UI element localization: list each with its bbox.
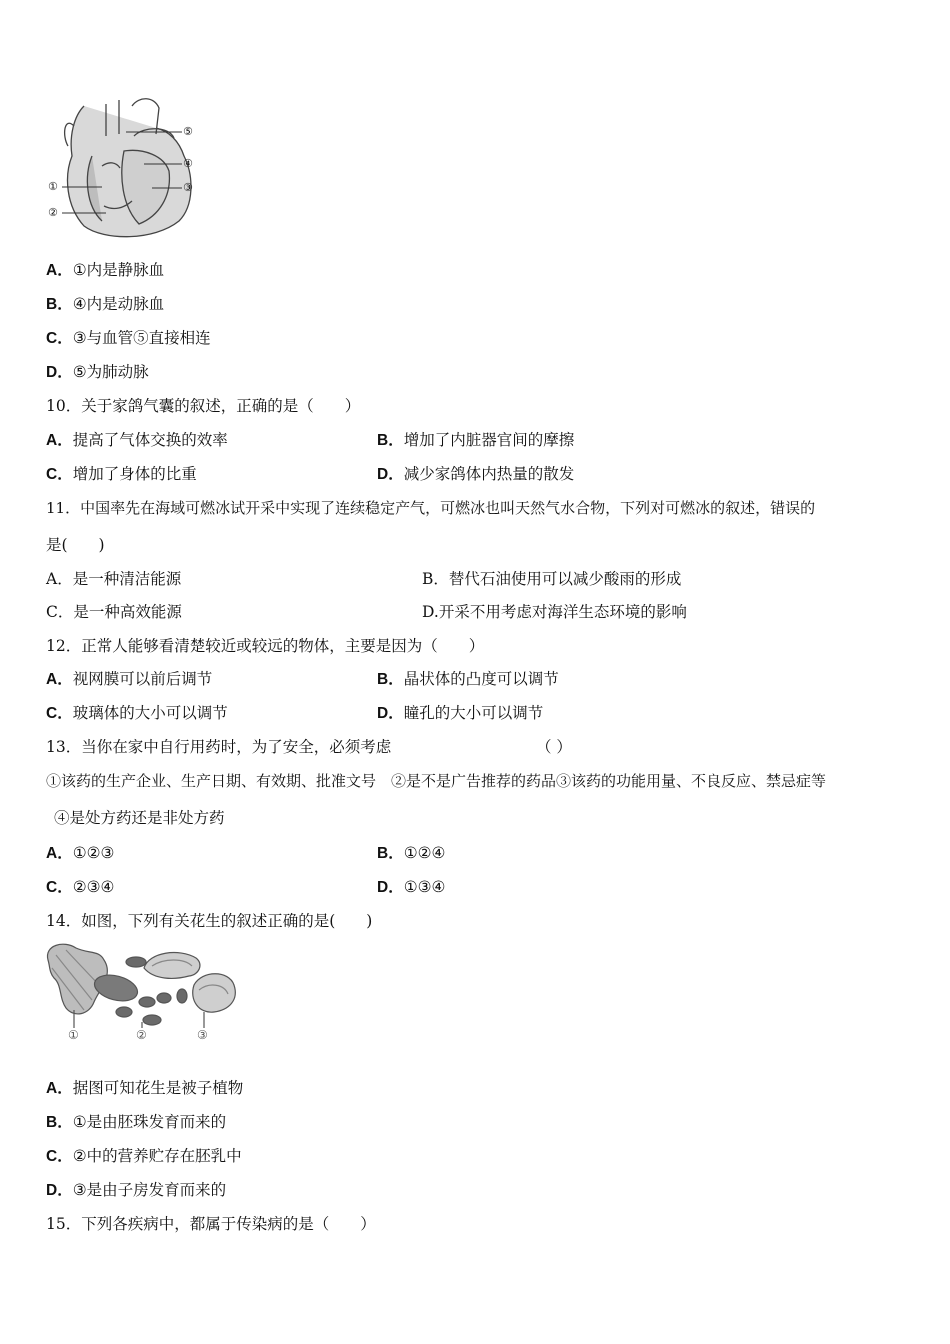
option-text: 瞳孔的大小可以调节: [403, 704, 544, 722]
option-letter: C．: [46, 603, 74, 621]
option-text: 开采不用考虑对海洋生态环境的影响: [438, 603, 687, 621]
option-text: 玻璃体的大小可以调节: [72, 704, 228, 722]
option-letter: C．: [46, 466, 73, 483]
option-text: 晶状体的凸度可以调节: [403, 670, 559, 688]
option-letter: C．: [46, 705, 73, 722]
option-text: 是一种清洁能源: [72, 570, 182, 588]
heart-figure: [44, 96, 204, 244]
q13-choices-line-2: ④是处方药还是非处方药: [54, 809, 225, 827]
option-letter: B．: [422, 570, 449, 588]
heart-diagram: [44, 96, 204, 244]
q10-stem: 10．关于家鸽气囊的叙述，正确的是（ ）: [46, 397, 361, 415]
q15-stem: 15．下列各疾病中，都属于传染病的是（ ）: [46, 1215, 376, 1233]
option-text: 替代石油使用可以减少酸雨的形成: [448, 570, 682, 588]
q14-option-a: [46, 1078, 243, 1099]
option-letter: B．: [377, 432, 404, 449]
option-text: ①②④: [403, 844, 446, 862]
peanut-label-1: ①: [68, 1028, 79, 1042]
option-letter: D．: [46, 1182, 73, 1199]
option-text: 增加了身体的比重: [72, 465, 197, 483]
option-letter: B．: [377, 845, 404, 862]
option-text: ①③④: [403, 878, 446, 896]
q13-stem: 13．当你在家中自行用药时，为了安全，必须考虑: [46, 738, 392, 756]
q12-stem: 12．正常人能够看清楚较近或较远的物体，主要是因为（ ）: [46, 637, 485, 655]
option-letter: A．: [46, 1080, 73, 1097]
q12-option-d: [377, 703, 543, 724]
option-text: ⑤为肺动脉: [72, 363, 149, 381]
peanut-label-2: ②: [136, 1028, 147, 1042]
q9-option-c: [46, 328, 211, 349]
option-letter: D．: [377, 705, 404, 722]
q13-option-d: [377, 877, 445, 898]
q11-stem-line1: 11．中国率先在海域可燃冰试开采中实现了连续稳定产气，可燃冰也叫天然气水合物，下列对可燃冰的叙述，错误的: [46, 499, 816, 517]
q10-option-a: [46, 430, 228, 451]
option-text: ①是由胚珠发育而来的: [72, 1113, 227, 1131]
heart-callout-1: ①: [48, 180, 58, 193]
option-letter: A．: [46, 570, 73, 588]
heart-callout-4: ④: [183, 157, 193, 170]
option-letter: B．: [377, 671, 404, 688]
q12-option-c: [46, 703, 228, 724]
option-letter: D．: [377, 466, 404, 483]
q11-option-b: [422, 569, 681, 589]
q12-option-a: [46, 669, 212, 690]
q9-option-b: [46, 294, 164, 315]
option-letter: A．: [46, 845, 73, 862]
option-text: ①②③: [72, 844, 115, 862]
option-letter: D．: [46, 364, 73, 381]
option-text: 提高了气体交换的效率: [72, 431, 228, 449]
q11-stem-line2: 是( ): [46, 536, 105, 554]
q13-option-c: [46, 877, 114, 898]
q11-option-c: [46, 602, 182, 622]
peanut-figure: [44, 940, 239, 1048]
option-text: 增加了内脏器官间的摩擦: [403, 431, 575, 449]
option-text: 减少家鸽体内热量的散发: [403, 465, 575, 483]
option-letter: B．: [46, 1114, 73, 1131]
q12-option-b: [377, 669, 559, 690]
option-text: ②中的营养贮存在胚乳中: [72, 1147, 242, 1165]
peanut-label-3: ③: [197, 1028, 208, 1042]
q10-option-c: [46, 464, 197, 485]
q10-option-d: [377, 464, 574, 485]
option-text: 据图可知花生是被子植物: [72, 1079, 244, 1097]
option-letter: C．: [46, 1148, 73, 1165]
option-letter: C．: [46, 879, 73, 896]
q10-option-b: [377, 430, 574, 451]
heart-callout-5: ⑤: [183, 125, 193, 138]
heart-callout-2: ②: [48, 206, 58, 219]
option-letter: A．: [46, 432, 73, 449]
option-letter: C．: [46, 330, 73, 347]
q13-choices-line: ①该药的生产企业、生产日期、有效期、批准文号 ②是不是广告推荐的药品③该药的功能用量、不良反应、禁忌症等: [46, 772, 827, 790]
option-letter: B．: [46, 296, 73, 313]
q11-option-a: [46, 569, 181, 589]
heart-callout-3: ③: [183, 181, 193, 194]
q13-option-b: [377, 843, 445, 864]
q14-option-d: [46, 1180, 226, 1201]
q11-option-d: [422, 602, 687, 622]
q9-option-a: [46, 260, 164, 281]
q14-option-b: [46, 1112, 226, 1133]
q13-bracket: （ ）: [536, 738, 572, 756]
option-text: ②③④: [72, 878, 115, 896]
option-letter: A．: [46, 262, 73, 279]
option-letter: D．: [377, 879, 404, 896]
q14-option-c: [46, 1146, 242, 1167]
option-text: 是一种高效能源: [73, 603, 182, 621]
option-text: ①内是静脉血: [72, 261, 165, 279]
option-letter: A．: [46, 671, 73, 688]
q9-option-d: [46, 362, 149, 383]
option-text: 视网膜可以前后调节: [72, 670, 213, 688]
option-text: ③是由子房发育而来的: [72, 1181, 227, 1199]
option-letter: D.: [422, 603, 439, 621]
q13-option-a: [46, 843, 114, 864]
option-text: ④内是动脉血: [72, 295, 165, 313]
q14-stem: 14．如图，下列有关花生的叙述正确的是( ): [46, 912, 373, 930]
option-text: ③与血管⑤直接相连: [72, 329, 211, 347]
